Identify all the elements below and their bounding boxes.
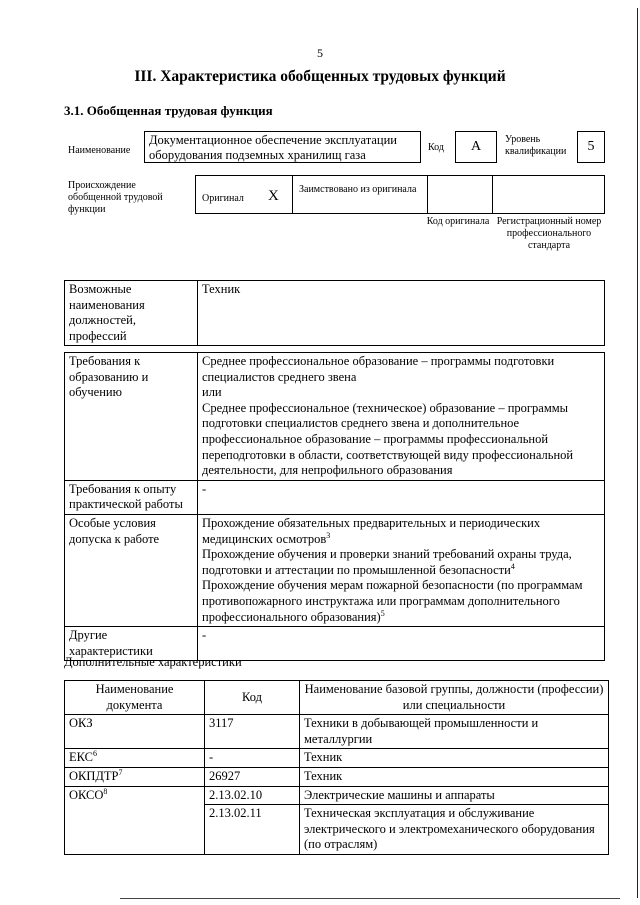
name-label: Наименование <box>68 145 131 156</box>
name-cell: Техники в добывающей промышленности и металлургии <box>300 715 609 749</box>
level-label: Уровень квалификации <box>505 134 567 157</box>
footnote-ref: 7 <box>118 767 123 777</box>
additional-table <box>64 680 609 855</box>
code-cell: 26927 <box>205 767 300 786</box>
name-cell: Техническая эксплуатация и обслуживание электрического и электромеханического оборудования (по отраслям) <box>300 805 609 855</box>
section-title: III. Характеристика обобщенных трудовых функций <box>134 68 506 85</box>
doc-name: ОКЗ <box>69 716 93 731</box>
original-label: Оригинал <box>202 193 244 204</box>
doc-name: ОКПДТР <box>69 768 119 783</box>
code-value: А <box>470 139 482 154</box>
experience-label: Требования к опыту практической работы <box>65 480 198 514</box>
name-value-box <box>144 131 421 163</box>
table-row <box>65 749 609 768</box>
footnote-ref: 4 <box>510 561 515 571</box>
name-cell: Техник <box>300 749 609 768</box>
page-number: 5 <box>317 46 323 60</box>
other-value: - <box>198 627 605 661</box>
col-header-code: Код <box>205 681 300 715</box>
table-row <box>65 715 609 749</box>
name-cell: Электрические машины и аппараты <box>300 786 609 805</box>
borrowed-label: Заимствовано из оригинала <box>299 184 417 195</box>
code-cell: 2.13.02.10 <box>205 786 300 805</box>
reg-number-caption: Регистрационный номер профессионального стандарта <box>496 216 602 251</box>
original-mark: X <box>268 188 279 204</box>
footnote-ref: 3 <box>326 530 331 540</box>
special-line-2: Прохождение обучения и проверки знаний требований охраны труда, подготовки и аттестации по промышленной безопасности <box>202 547 572 577</box>
col-header-name: Наименование базовой группы, должности (профессии) или специальности <box>300 681 609 715</box>
education-value: Среднее профессиональное образование – программы подготовки специалистов среднего звена или Среднее профессиональное (техническое) образование – программы подготовки специалистов среднего звена и дополнительное профессиональное образование – программы профессиональной переподготовки в области, соответствующей виду профессиональной деятельности, для непрофильного образования <box>198 353 605 481</box>
code-value-box <box>455 131 497 163</box>
footnote-ref: 5 <box>380 608 385 618</box>
other-label: Другие характеристики <box>65 627 198 661</box>
requirements-table <box>64 352 605 661</box>
doc-name: ЕКС <box>69 750 93 765</box>
experience-value: - <box>198 480 605 514</box>
level-value-box <box>577 131 605 163</box>
positions-table <box>64 280 605 346</box>
subsection-title: 3.1. Обобщенная трудовая функция <box>64 103 273 118</box>
scan-edge-line <box>637 8 638 898</box>
special-line-3: Прохождение обучения мерам пожарной безопасности (по программам противопожарного инструктажа или программам дополнительного профессионального образования) <box>202 578 583 624</box>
special-label: Особые условия допуска к работе <box>65 514 198 626</box>
origin-row <box>195 175 605 214</box>
positions-label: Возможные наименования должностей, профессий <box>65 281 198 346</box>
special-value <box>198 514 605 626</box>
scan-bottom-line <box>120 898 620 899</box>
special-line-1: Прохождение обязательных предварительных и периодических медицинских осмотров <box>202 515 541 546</box>
code-original-caption: Код оригинала <box>426 216 490 227</box>
code-cell: - <box>205 749 300 768</box>
name-cell: Техник <box>300 767 609 786</box>
code-label: Код <box>428 142 444 153</box>
table-row <box>65 786 609 805</box>
origin-label: Происхождение обобщенной трудовой функции <box>68 180 163 215</box>
col-header-doc: Наименование документа <box>65 681 205 715</box>
divider <box>427 175 428 214</box>
table-row <box>65 767 609 786</box>
positions-value: Техник <box>198 281 605 346</box>
code-cell: 2.13.02.11 <box>205 805 300 855</box>
divider <box>492 175 493 214</box>
doc-name: ОКСО <box>69 787 104 802</box>
footnote-ref: 6 <box>93 749 97 759</box>
code-cell: 3117 <box>205 715 300 749</box>
additional-title: Дополнительные характеристики <box>64 655 242 669</box>
education-label: Требования к образованию и обучению <box>65 353 198 481</box>
level-value: 5 <box>587 139 595 154</box>
divider <box>292 175 293 214</box>
name-value: Документационное обеспечение эксплуатации оборудования подземных хранилищ газа <box>149 133 397 162</box>
footnote-ref: 8 <box>103 786 108 796</box>
